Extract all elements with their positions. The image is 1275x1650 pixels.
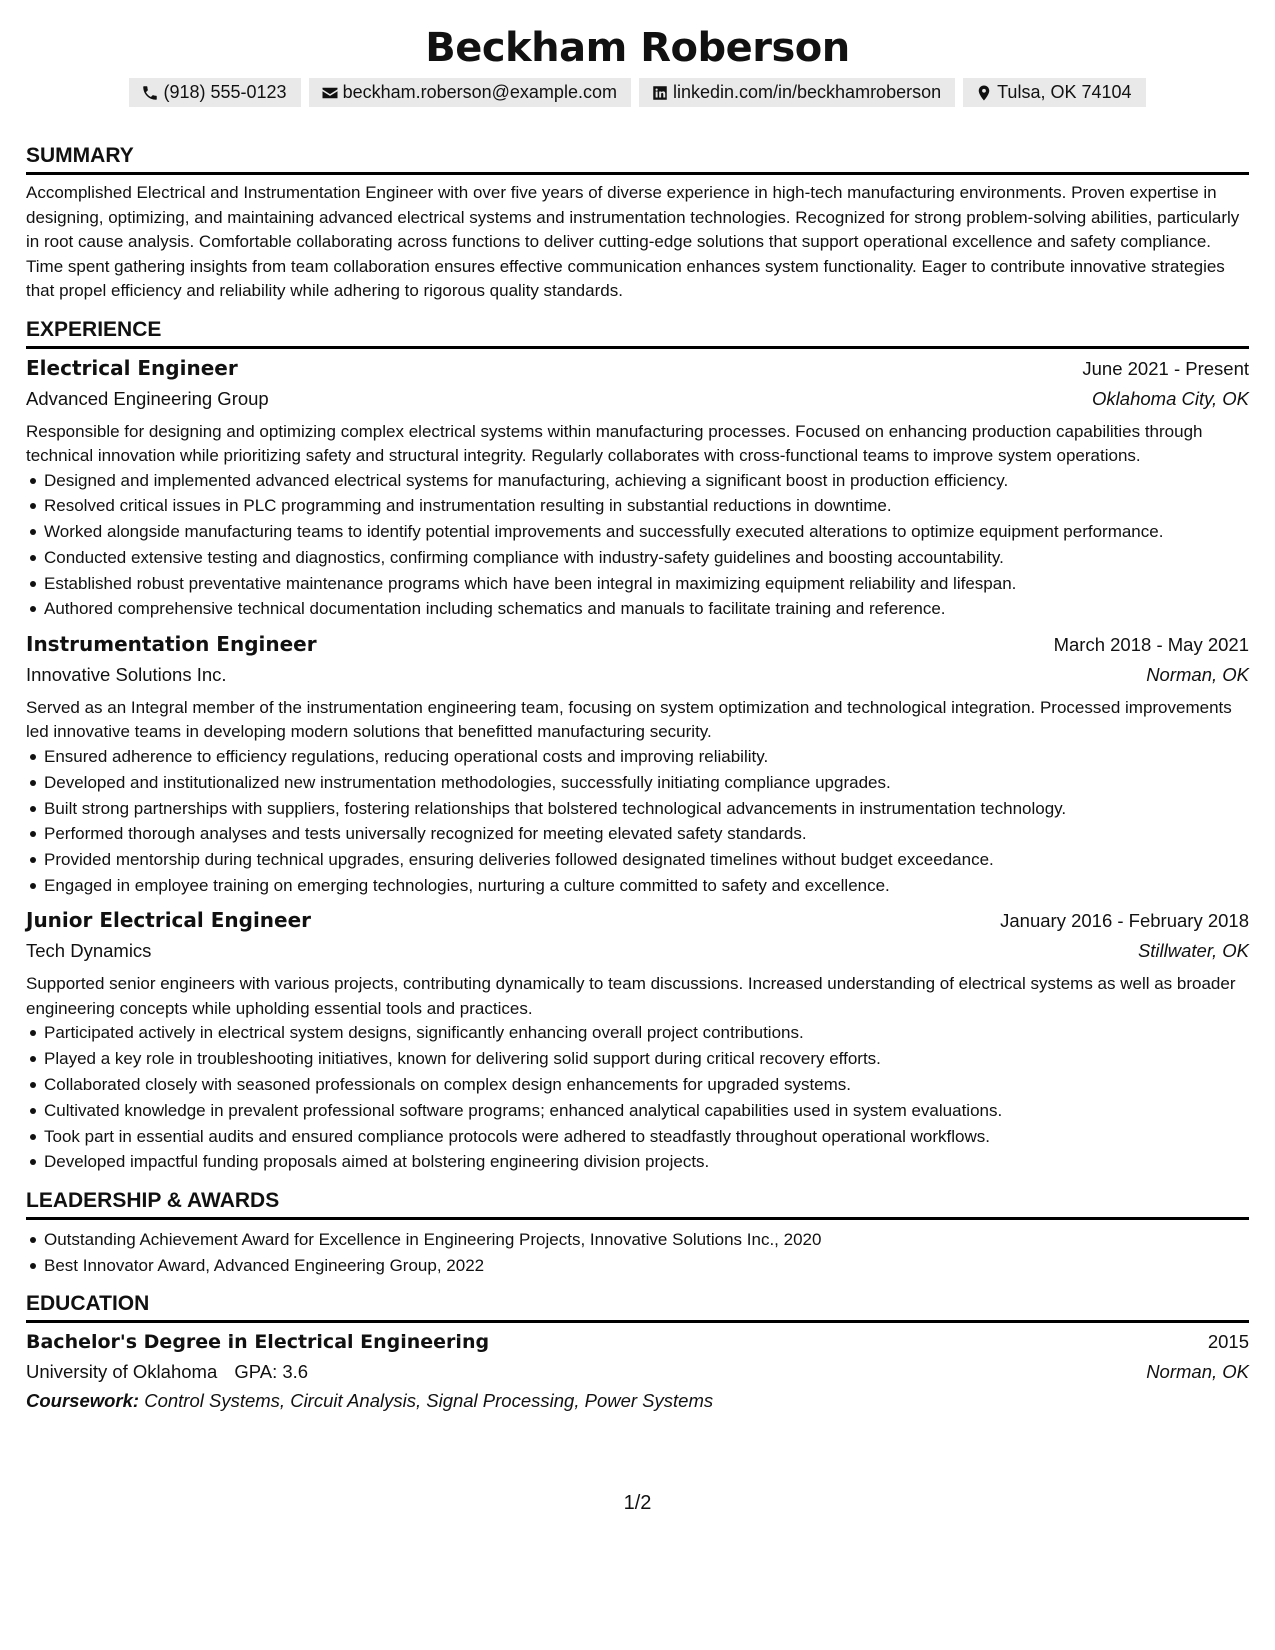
job-description: Responsible for designing and optimizing complex electrical systems within manufacturing processes. Focused on enhancing production capabilities through technical innovation while prioritizing safety and structural integrity. Regularly collaborates with cross-functional teams to improve system operations.	[26, 421, 1203, 465]
list-item: Outstanding Achievement Award for Excellence in Engineering Projects, Innovative Solutions Inc., 2020	[26, 1228, 1249, 1252]
coursework-list: Control Systems, Circuit Analysis, Signal Processing, Power Systems	[144, 1390, 714, 1412]
graduation-year: 2015	[1207, 1331, 1249, 1353]
list-item: Collaborated closely with seasoned professionals on complex design enhancements for upgraded systems.	[26, 1073, 1249, 1097]
list-item: Engaged in employee training on emerging technologies, nurturing a culture committed to safety and excellence.	[26, 874, 1249, 898]
section-title: LEADERSHIP & AWARDS	[26, 1188, 1249, 1220]
experience-section	[26, 317, 1249, 1174]
list-item: Developed impactful funding proposals aimed at bolstering engineering division projects.	[26, 1150, 1249, 1174]
coursework	[26, 1387, 1249, 1415]
envelope-icon	[321, 84, 339, 102]
list-item: Designed and implemented advanced electrical systems for manufacturing, achieving a significant boost in production efficiency.	[26, 469, 1249, 493]
education-section	[26, 1291, 1249, 1415]
phone-text: (918) 555-0123	[163, 82, 287, 102]
list-item: Worked alongside manufacturing teams to identify potential improvements and successfully executed alterations to optimize equipment performance.	[26, 520, 1249, 544]
school-location: Norman, OK	[1146, 1361, 1249, 1383]
job-title: Instrumentation Engineer	[26, 631, 317, 656]
job-entry	[26, 629, 1249, 897]
job-bullets	[26, 1021, 1249, 1173]
job-date: June 2021 - Present	[1082, 357, 1249, 379]
awards-section	[26, 1188, 1249, 1277]
list-item: Ensured adherence to efficiency regulations, reducing operational costs and improving reliability.	[26, 745, 1249, 769]
contact-location	[963, 78, 1145, 107]
candidate-name: Beckham Roberson	[425, 25, 850, 71]
company-name: Advanced Engineering Group	[26, 387, 269, 409]
map-marker-icon	[975, 84, 993, 102]
list-item: Established robust preventative maintenance programs which have been integral in maximizing equipment reliability and lifespan.	[26, 572, 1249, 596]
degree-title: Bachelor's Degree in Electrical Engineering	[26, 1331, 490, 1354]
phone-icon	[141, 84, 159, 102]
list-item: Developed and institutionalized new instrumentation methodologies, successfully initiating compliance upgrades.	[26, 771, 1249, 795]
section-title: SUMMARY	[26, 143, 1249, 175]
job-location: Stillwater, OK	[1137, 940, 1249, 962]
company-name: Tech Dynamics	[26, 940, 152, 962]
list-item: Best Innovator Award, Advanced Engineering Group, 2022	[26, 1254, 1249, 1278]
linkedin-icon	[651, 84, 669, 102]
list-item: Conducted extensive testing and diagnostics, confirming compliance with industry-safety guidelines and boosting accountability.	[26, 546, 1249, 570]
job-entry	[26, 353, 1249, 621]
contact-phone	[129, 78, 300, 107]
list-item: Participated actively in electrical system designs, significantly enhancing overall project contributions.	[26, 1021, 1249, 1045]
coursework-label: Coursework:	[26, 1390, 140, 1412]
page-number: 1/2	[623, 1492, 652, 1514]
linkedin-text: linkedin.com/in/beckhamroberson	[672, 82, 942, 102]
email-text: beckham.roberson@example.com	[342, 82, 617, 102]
company-name: Innovative Solutions Inc.	[26, 663, 227, 685]
contact-bar	[26, 78, 1249, 107]
gpa: GPA: 3.6	[234, 1361, 309, 1383]
summary-text: Accomplished Electrical and Instrumentation Engineer with over five years of diverse experience in high-tech manufacturing environments. Proven expertise in designing, optimizing, and maintaining advanced electrical systems and instrumentation technologies. Recognized for strong problem-solving abilities, particularly in root cause analysis. Comfortable collaborating across functions to deliver cutting-edge solutions that support operational excellence and safety compliance. Time spent gathering insights from team collaboration ensures effective communication enhances system functionality. Eager to contribute innovative strategies that propel efficiency and reliability while adhering to rigorous quality standards.	[26, 183, 1240, 300]
list-item: Took part in essential audits and ensured compliance protocols were adhered to steadfastly throughout operational workflows.	[26, 1125, 1249, 1149]
list-item: Performed thorough analyses and tests universally recognized for meeting elevated safety standards.	[26, 822, 1249, 846]
contact-linkedin[interactable]	[639, 78, 955, 107]
list-item: Built strong partnerships with suppliers, fostering relationships that bolstered technological advancements in instrumentation technology.	[26, 797, 1249, 821]
summary-section	[26, 143, 1249, 304]
section-title: EDUCATION	[26, 1291, 1249, 1323]
resume-page	[26, 0, 1249, 1415]
section-title: EXPERIENCE	[26, 317, 1249, 349]
awards-list	[26, 1228, 1249, 1277]
job-title: Junior Electrical Engineer	[26, 908, 312, 933]
job-bullets	[26, 745, 1249, 897]
job-date: March 2018 - May 2021	[1053, 633, 1249, 655]
list-item: Resolved critical issues in PLC programming and instrumentation resulting in substantial reductions in downtime.	[26, 494, 1249, 518]
job-title: Electrical Engineer	[26, 355, 238, 380]
job-location: Oklahoma City, OK	[1092, 387, 1249, 409]
job-description: Served as an Integral member of the instrumentation engineering team, focusing on system optimization and technological integration. Processed improvements led innovative teams in developing modern solutions that benefitted manufacturing security.	[26, 697, 1232, 742]
school-name: University of Oklahoma	[26, 1361, 218, 1383]
job-location: Norman, OK	[1146, 663, 1249, 685]
job-description: Supported senior engineers with various projects, contributing dynamically to team discussions. Increased understanding of electrical systems as well as broader engineering concepts while upholding essential tools and practices.	[26, 974, 1236, 1018]
contact-email[interactable]	[309, 78, 631, 107]
list-item: Cultivated knowledge in prevalent professional software programs; enhanced analytical capabilities used in system evaluations.	[26, 1099, 1249, 1123]
job-bullets	[26, 469, 1249, 621]
job-date: January 2016 - February 2018	[1000, 910, 1249, 932]
list-item: Provided mentorship during technical upgrades, ensuring deliveries followed designated timelines without budget exceedance.	[26, 848, 1249, 872]
list-item: Played a key role in troubleshooting initiatives, known for delivering solid support during critical recovery efforts.	[26, 1047, 1249, 1071]
location-text: Tulsa, OK 74104	[997, 82, 1132, 102]
list-item: Authored comprehensive technical documentation including schematics and manuals to facilitate training and reference.	[26, 597, 1249, 621]
job-entry	[26, 905, 1249, 1173]
